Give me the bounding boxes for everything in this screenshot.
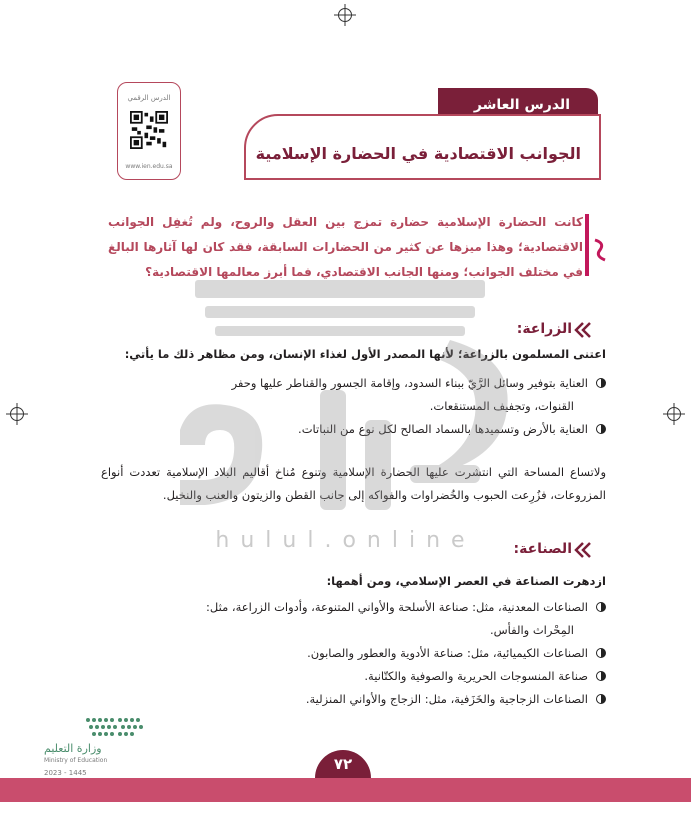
ministry-logo — [44, 716, 154, 778]
lesson-title-box — [244, 114, 601, 180]
list-item — [106, 688, 606, 711]
list-item — [106, 596, 606, 642]
page-number-tab — [315, 750, 371, 780]
bullet-icon — [596, 602, 606, 612]
bullet-icon — [596, 648, 606, 658]
watermark-text: hulul.online — [215, 528, 476, 553]
ministry-english-name: Ministry of Education — [44, 757, 108, 764]
industry-list — [106, 596, 606, 711]
list-item-continuation: القنوات، وتجفيف المستنقعات. — [429, 399, 574, 413]
list-item — [106, 642, 606, 665]
qr-code-icon[interactable] — [130, 111, 168, 149]
bullet-icon — [596, 694, 606, 704]
list-item — [106, 665, 606, 688]
double-chevron-icon — [574, 542, 592, 558]
industry-heading-text: الصناعة: — [513, 541, 572, 557]
list-item — [106, 418, 606, 441]
ministry-name: وزارة التعليم — [44, 742, 102, 755]
agriculture-heading — [450, 321, 592, 341]
digital-lesson-label: الدرس الرقمي — [127, 94, 171, 102]
list-item — [106, 372, 606, 418]
list-item-text: الصناعات الزجاجية والخَزَفية، مثل: الزجاج والأواني المنزلية. — [305, 692, 588, 706]
registration-mark-left — [10, 407, 24, 421]
bullet-icon — [596, 424, 606, 434]
bullet-icon — [596, 378, 606, 388]
agriculture-lead: اعتنى المسلمون بالزراعة؛ لأنها المصدر الأول لغذاء الإنسان، ومن مظاهر ذلك ما يأتي: — [124, 347, 606, 361]
footer-bar — [0, 778, 691, 802]
agriculture-list — [106, 372, 606, 441]
list-item-text: صناعة المنسوجات الحريرية والصوفية والكتّانية. — [364, 669, 588, 683]
list-item-text: العناية بتوفير وسائل الرَّيّ ببناء السدود، وإقامة الجسور والقناطر عليها وحفر — [231, 376, 588, 390]
digital-lesson-qr-box[interactable] — [117, 82, 181, 180]
ministry-emblem-icon — [80, 716, 152, 740]
list-item-continuation: المِحْراث والفأس. — [489, 623, 574, 637]
edition-year: 2023 - 1445 — [44, 769, 87, 777]
page-number: ٧٢ — [333, 755, 353, 773]
list-item-text: الصناعات المعدنية، مثل: صناعة الأسلحة والأواني المتنوعة، وأدوات الزراعة، مثل: — [206, 600, 588, 614]
double-chevron-icon — [574, 322, 592, 338]
industry-heading — [460, 541, 592, 561]
list-item-text: العناية بالأرض وتسميدها بالسماد الصالح لكل نوع من النباتات. — [298, 422, 588, 436]
industry-lead: ازدهرت الصناعة في العصر الإسلامي، ومن أهمها: — [326, 574, 606, 588]
intro-paragraph: كانت الحضارة الإسلامية حضارة تمزج بين العقل والروح، ولم تُغفِل الجوانب الاقتصادية؛ وهذا ميزها عن كثير من الحضارات السابقة، فقد كان لها آثارها البالغ في مختلف الجوانب؛ ومنها الجانب الاقتصادي، فما أبرز معالمها الاقتصادية؟ — [108, 215, 583, 279]
bullet-icon — [596, 671, 606, 681]
registration-mark-right — [667, 407, 681, 421]
lesson-number: الدرس العاشر — [473, 97, 570, 113]
brain-icon — [592, 238, 608, 262]
intro-accent-bar — [585, 214, 589, 276]
registration-mark-top — [338, 8, 352, 22]
agriculture-paragraph: ولاتساع المساحة التي انتشرت عليها الحضارة الإسلامية وتنوع مُناخ أقاليم البلاد الإسلامية تعددت أنواع المزروعات، فزُرِعت الحبوب والخُضراوات والفواكه إلى جانب القطن والزيتون والعنب والنخيل. — [101, 465, 606, 502]
lesson-title: الجوانب الاقتصادية في الحضارة الإسلامية — [255, 144, 581, 163]
agriculture-heading-text: الزراعة: — [516, 321, 572, 337]
list-item-text: الصناعات الكيميائية، مثل: صناعة الأدوية والعطور والصابون. — [307, 646, 588, 660]
digital-lesson-url[interactable]: www.ien.edu.sa — [125, 163, 173, 170]
